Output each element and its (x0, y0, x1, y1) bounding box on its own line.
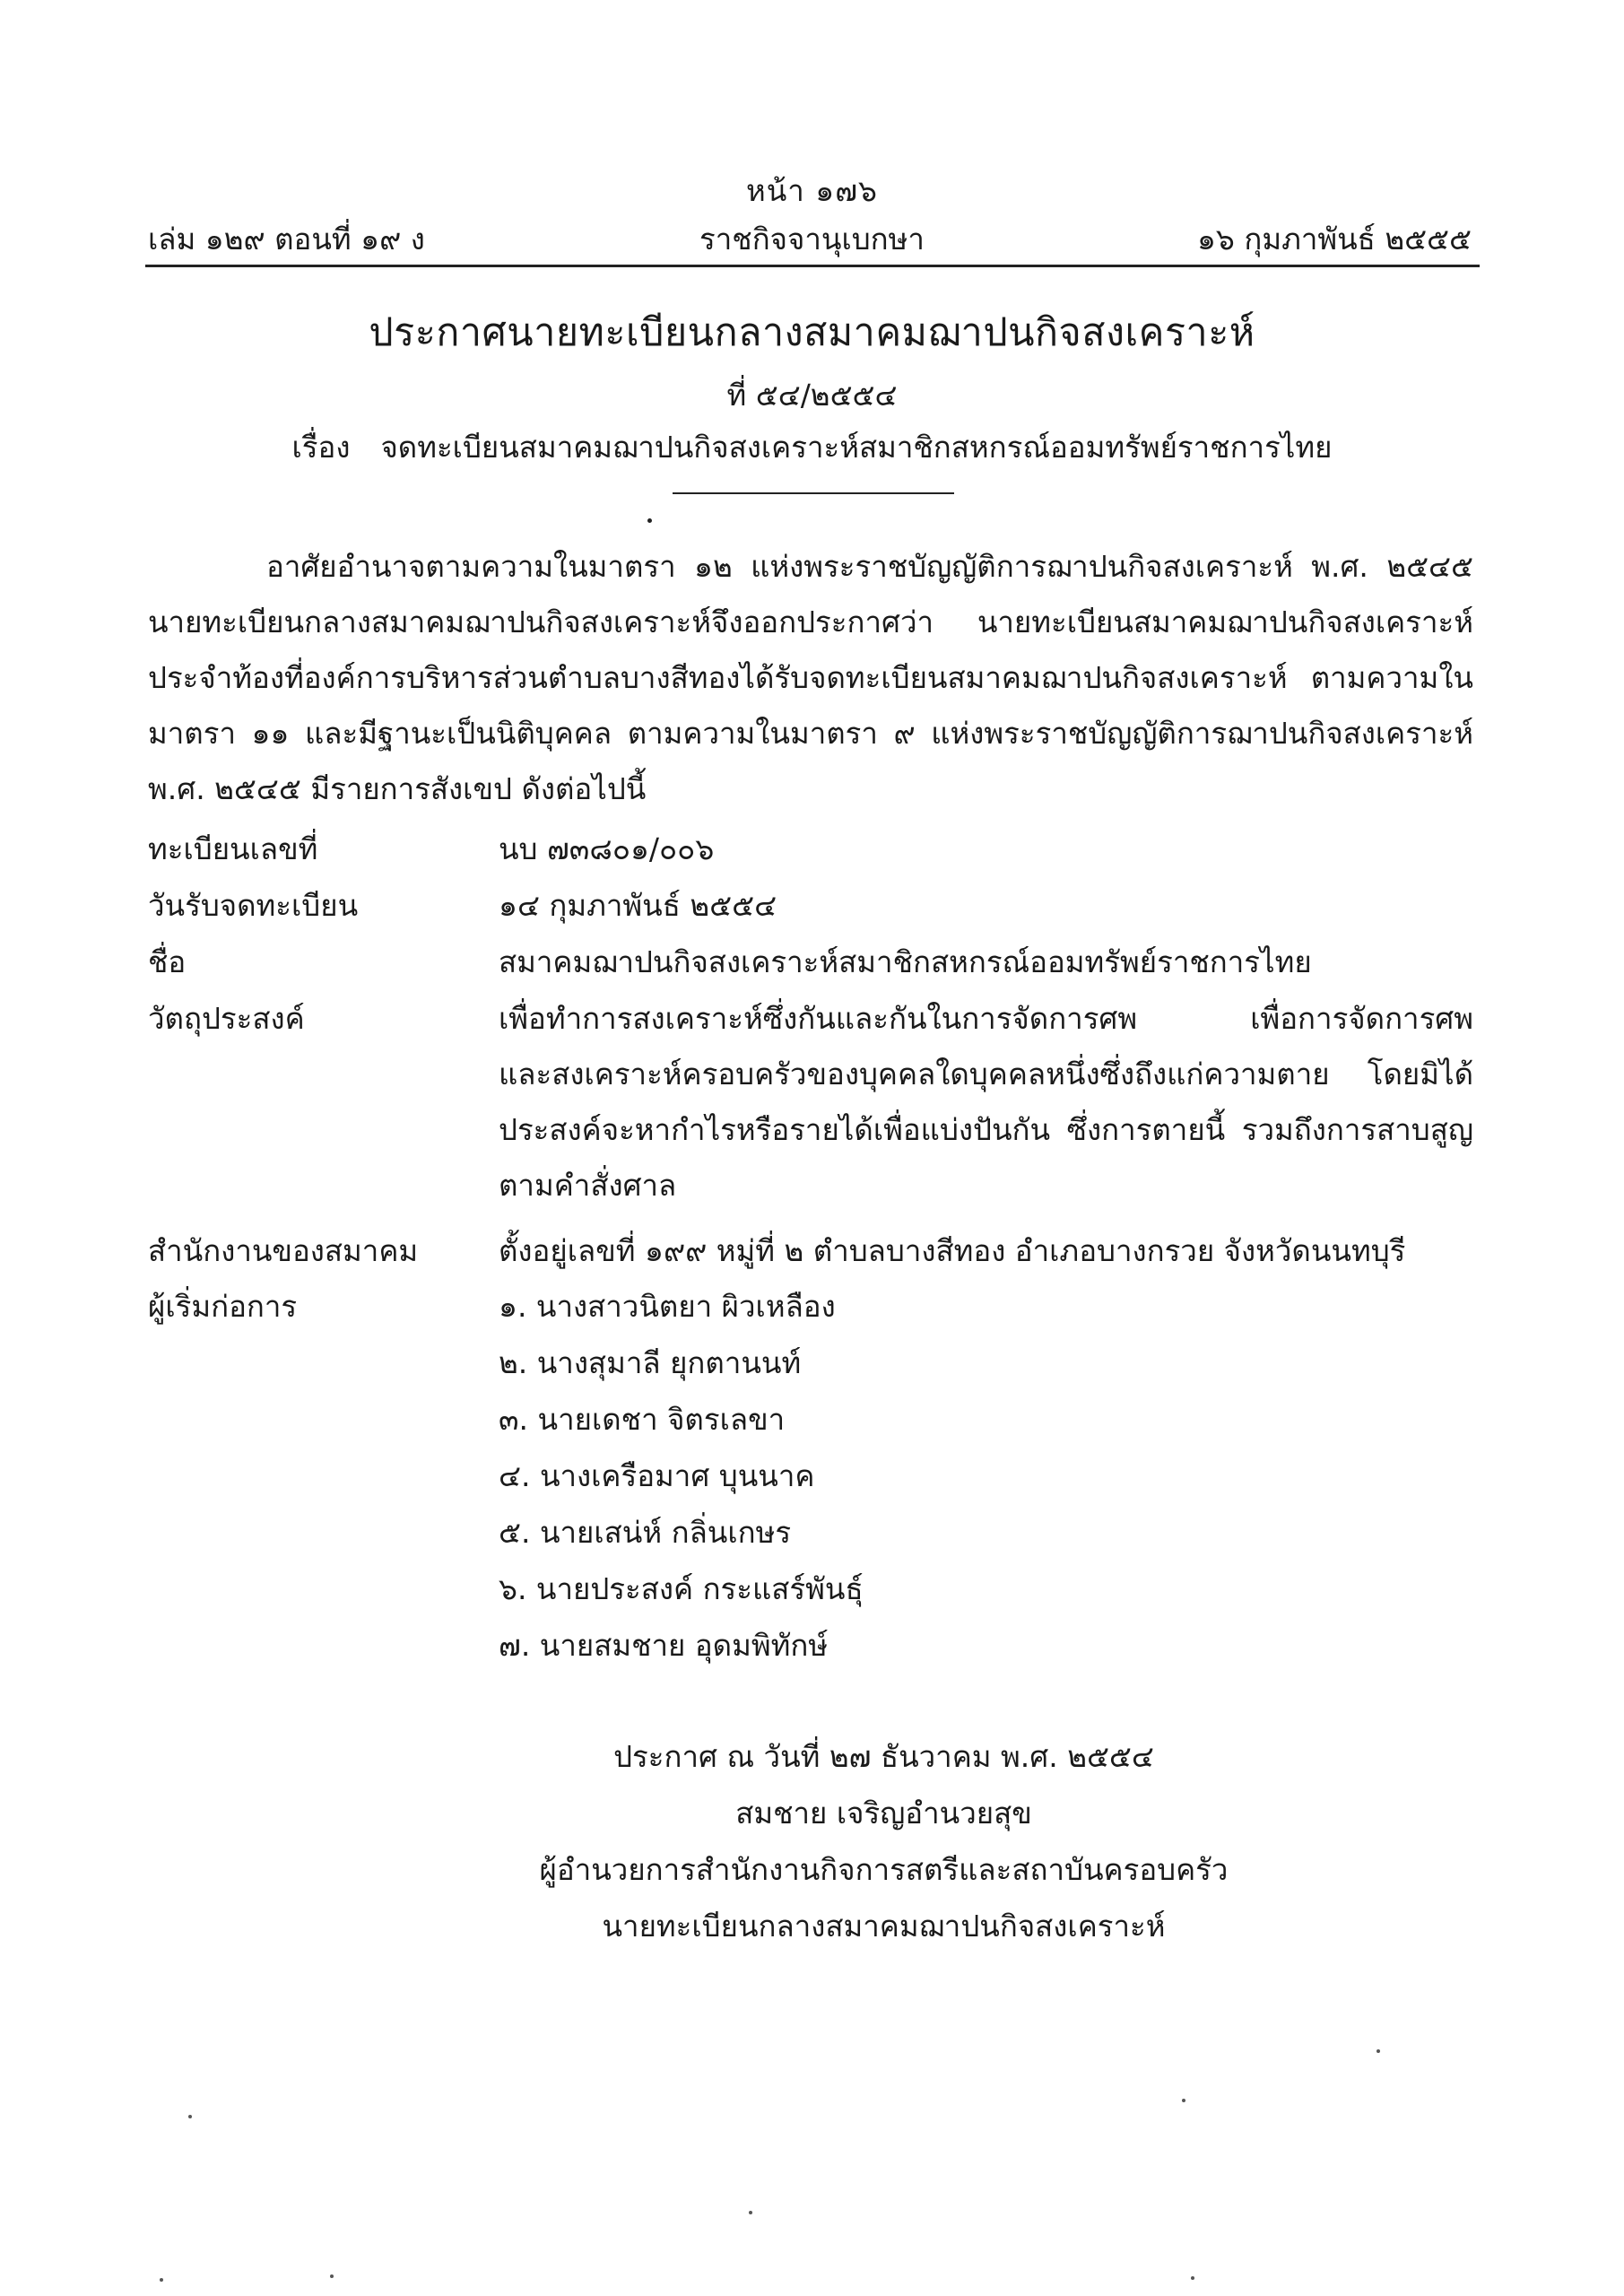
signatory-position: ผู้อำนวยการสำนักงานกิจการสตรีและสถาบันครอบครัว (539, 1852, 1229, 1887)
registration-no-label: ทะเบียนเลขที่ (148, 831, 318, 866)
founder-item: ๑. นางสาวนิตยา ผิวเหลือง (499, 1289, 836, 1324)
body-line: มาตรา ๑๑ และมีฐานะเป็นนิติบุคคล ตามความในมาตรา ๙ แห่งพระราชบัญญัติการฌาปนกิจสงเคราะห์ (148, 716, 1473, 751)
founder-item: ๗. นายสมชาย อุดมพิทักษ์ (499, 1628, 829, 1663)
association-name: สมาคมฌาปนกิจสงเคราะห์สมาชิกสหกรณ์ออมทรัพย์ราชการไทย (499, 944, 1312, 979)
founder-item: ๕. นายเสน่ห์ กลิ่นเกษร (499, 1515, 792, 1550)
objective-line: และสงเคราะห์ครอบครัวของบุคคลใดบุคคลหนึ่งซึ่งถึงแก่ความตาย โดยมิได้ (499, 1057, 1473, 1091)
scan-speck (1191, 2276, 1194, 2280)
scan-speck (330, 2274, 334, 2278)
scan-speck (1182, 2099, 1185, 2102)
dot-mark (647, 518, 652, 523)
volume-issue: เล่ม ๑๒๙ ตอนที่ ๑๙ ง (148, 222, 425, 257)
announcement-subject (0, 423, 1624, 471)
association-name-label: ชื่อ (148, 944, 187, 979)
signatory-role: นายทะเบียนกลางสมาคมฌาปนกิจสงเคราะห์ (602, 1909, 1166, 1944)
objective-line: ตามคำสั่งศาล (499, 1168, 677, 1203)
header-divider (145, 265, 1480, 267)
founder-item: ๓. นายเดชา จิตรเลขา (499, 1402, 786, 1437)
subject-text: จดทะเบียนสมาคมฌาปนกิจสงเคราะห์สมาชิกสหกรณ์ออมทรัพย์ราชการไทย (380, 430, 1333, 465)
subject-label: เรื่อง (291, 430, 351, 465)
announcement-number: ที่ ๕๔/๒๕๕๔ (726, 378, 898, 413)
announcement-title: ประกาศนายทะเบียนกลางสมาคมฌาปนกิจสงเคราะห์ (369, 310, 1255, 355)
body-line: ประจำท้องที่องค์การบริหารส่วนตำบลบางสีทองได้รับจดทะเบียนสมาคมฌาปนกิจสงเคราะห์ ตามความใน (148, 660, 1473, 695)
founder-item: ๖. นายประสงค์ กระแสร์พันธุ์ (499, 1571, 864, 1606)
objective-line: เพื่อทำการสงเคราะห์ซึ่งกันและกันในการจัดการศพ เพื่อการจัดการศพ (499, 1001, 1473, 1036)
publication-date: ๑๖ กุมภาพันธ์ ๒๕๕๕ (1196, 222, 1472, 257)
body-line: นายทะเบียนกลางสมาคมฌาปนกิจสงเคราะห์จึงออกประกาศว่า นายทะเบียนสมาคมฌาปนกิจสงเคราะห์ (148, 604, 1473, 639)
objective-label: วัตถุประสงค์ (148, 1001, 305, 1036)
body-line: พ.ศ. ๒๕๔๕ มีรายการสังเขป ดังต่อไปนี้ (148, 771, 647, 806)
founders-label: ผู้เริ่มก่อการ (148, 1289, 298, 1324)
registration-date-label: วันรับจดทะเบียน (148, 888, 359, 923)
founder-item: ๔. นางเครือมาศ บุนนาค (499, 1458, 815, 1493)
scan-speck (749, 2211, 752, 2214)
founder-item: ๒. นางสุมาลี ยุกตานนท์ (499, 1345, 802, 1380)
registration-no: นบ ๗๓๘๐๑/๐๐๖ (499, 831, 715, 866)
page-number: หน้า ๑๗๖ (745, 173, 879, 208)
publication-name: ราชกิจจานุเบกษา (699, 222, 925, 257)
title-divider (673, 492, 954, 494)
office-address: ตั้งอยู่เลขที่ ๑๙๙ หมู่ที่ ๒ ตำบลบางสีทอง อำเภอบางกรวย จังหวัดนนทบุรี (499, 1233, 1406, 1268)
objective-line: ประสงค์จะหากำไรหรือรายได้เพื่อแบ่งปันกัน ซึ่งการตายนี้ รวมถึงการสาบสูญ (499, 1112, 1473, 1147)
scan-speck (160, 2278, 163, 2282)
scan-speck (188, 2115, 192, 2118)
scan-speck (1376, 2049, 1380, 2053)
signatory-name: สมชาย เจริญอำนวยสุข (735, 1796, 1032, 1831)
registration-date: ๑๔ กุมภาพันธ์ ๒๕๕๔ (499, 888, 777, 923)
office-label: สำนักงานของสมาคม (148, 1233, 419, 1268)
body-line: อาศัยอำนาจตามความในมาตรา ๑๒ แห่งพระราชบัญญัติการฌาปนกิจสงเคราะห์ พ.ศ. ๒๕๔๕ (266, 549, 1473, 584)
announced-date: ประกาศ ณ วันที่ ๒๗ ธันวาคม พ.ศ. ๒๕๕๔ (613, 1739, 1154, 1774)
